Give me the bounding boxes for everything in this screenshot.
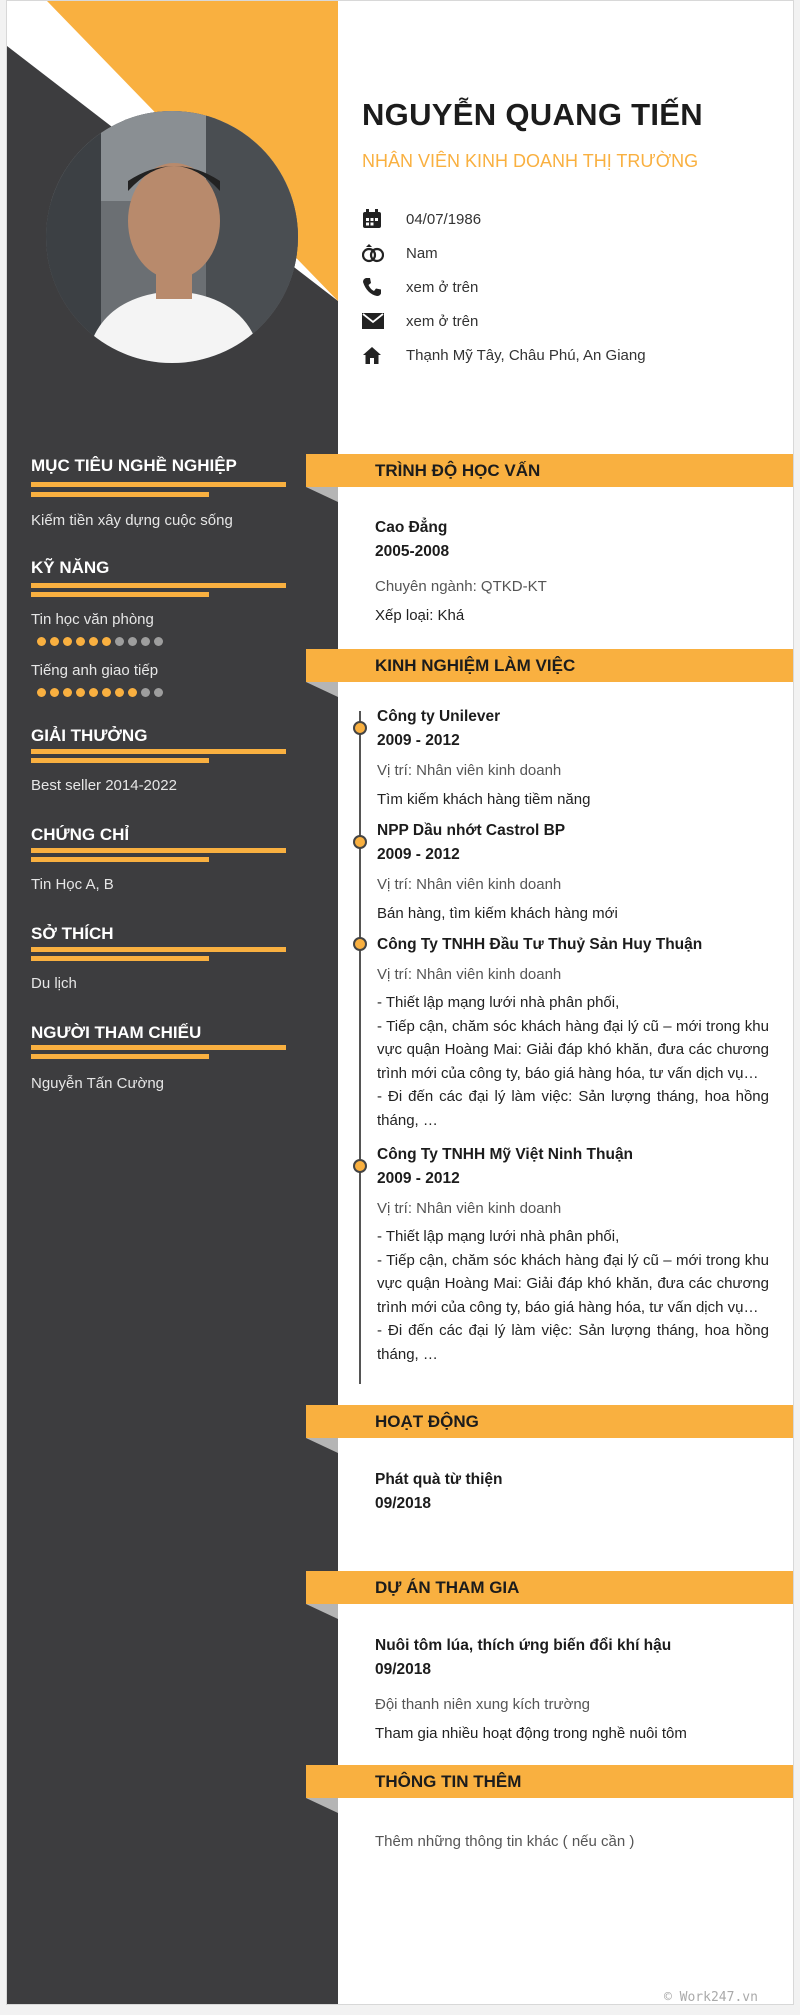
- certificates-bar-short: [31, 857, 209, 862]
- hobbies-heading: SỞ THÍCH: [31, 924, 114, 943]
- skill-dot: [37, 688, 46, 697]
- job-description-line: - Thiết lập mạng lưới nhà phân phối,: [377, 994, 620, 1011]
- references-text: Nguyễn Tấn Cường: [31, 1075, 165, 1092]
- project-name: Nuôi tôm lúa, thích ứng biến đổi khí hậu: [375, 1637, 672, 1654]
- job-description-line: - Đi đến các đại lý làm việc: Sản lượng tháng, hoa hồng tháng, …: [377, 1088, 769, 1129]
- timeline-dot: [353, 721, 367, 735]
- skill-rating: [37, 637, 163, 646]
- experience-timeline: [359, 711, 361, 1384]
- activities-heading: HOẠT ĐỘNG: [375, 1412, 479, 1431]
- skill-dot: [89, 688, 98, 697]
- education-years: 2005-2008: [375, 543, 450, 560]
- job-description: Tìm kiếm khách hàng tiềm năng: [377, 791, 591, 808]
- objective-bar-short: [31, 492, 209, 497]
- education-grade: Xếp loại: Khá: [375, 607, 465, 624]
- gender-rings-icon: [362, 242, 392, 264]
- awards-text: Best seller 2014-2022: [31, 777, 177, 794]
- sidebar: [7, 1, 338, 2005]
- job-description-line: - Tiếp cận, chăm sóc khách hàng đại lý cũ – mới trong khu vực quận Hoàng Mai: Giải đáp khó khăn, đưa các chương trình mới của công ty, báo giá hàng hóa, tư vấn dịch vụ…: [377, 1017, 769, 1082]
- skill-dot: [102, 637, 111, 646]
- experience-fold: [306, 682, 338, 697]
- skill-dot: [63, 688, 72, 697]
- timeline-dot: [353, 1159, 367, 1173]
- hobbies-text: Du lịch: [31, 975, 77, 992]
- birthday-text: 04/07/1986: [406, 210, 482, 228]
- info-row-phone: [362, 274, 478, 300]
- hobbies-bar-short: [31, 956, 209, 961]
- job-position: Vị trí: Nhân viên kinh doanh: [377, 876, 562, 893]
- job-description-line: - Đi đến các đại lý làm việc: Sản lượng tháng, hoa hồng tháng, …: [377, 1322, 769, 1363]
- job-company: Công Ty TNHH Mỹ Việt Ninh Thuận: [377, 1146, 634, 1163]
- phone-icon: [362, 276, 392, 298]
- skill-dot: [141, 688, 150, 697]
- skill-dot: [102, 688, 111, 697]
- education-school: Cao Đẳng: [375, 519, 448, 536]
- calendar-icon: [362, 208, 392, 230]
- awards-bar-short: [31, 758, 209, 763]
- education-major: Chuyên ngành: QTKD-KT: [375, 578, 547, 595]
- job-position: Vị trí: Nhân viên kinh doanh: [377, 966, 562, 983]
- references-bar-long: [31, 1045, 286, 1050]
- project-role: Đội thanh niên xung kích trường: [375, 1696, 591, 1713]
- job-description: [377, 991, 769, 1132]
- home-icon: [362, 344, 392, 366]
- more-info-text: Thêm những thông tin khác ( nếu cần ): [375, 1833, 635, 1850]
- timeline-dot: [353, 937, 367, 951]
- job-company: Công ty Unilever: [377, 708, 501, 725]
- skill-dot: [89, 637, 98, 646]
- skill-dot: [50, 637, 59, 646]
- experience-heading: KINH NGHIỆM LÀM VIỆC: [375, 656, 576, 675]
- certificates-bar-long: [31, 848, 286, 853]
- info-row-address: [362, 342, 646, 368]
- skill-dot: [115, 637, 124, 646]
- job-description: Bán hàng, tìm kiếm khách hàng mới: [377, 905, 618, 922]
- gender-text: Nam: [406, 244, 438, 262]
- job-company: Công Ty TNHH Đầu Tư Thuỷ Sản Huy Thuận: [377, 936, 703, 953]
- info-row-email: [362, 308, 478, 334]
- objective-heading: MỤC TIÊU NGHỀ NGHIỆP: [31, 456, 237, 475]
- address-text: Thạnh Mỹ Tây, Châu Phú, An Giang: [406, 346, 646, 364]
- job-position: Vị trí: Nhân viên kinh doanh: [377, 1200, 562, 1217]
- skill-dot: [154, 637, 163, 646]
- skills-bar-short: [31, 592, 209, 597]
- awards-heading: GIẢI THƯỞNG: [31, 726, 148, 745]
- projects-heading: DỰ ÁN THAM GIA: [375, 1578, 520, 1597]
- job-years: 2009 - 2012: [377, 846, 460, 863]
- references-heading: NGƯỜI THAM CHIẾU: [31, 1023, 202, 1042]
- certificates-heading: CHỨNG CHỈ: [31, 825, 130, 844]
- activities-fold: [306, 1438, 338, 1453]
- job-company: NPP Dầu nhớt Castrol BP: [377, 822, 566, 839]
- skill-dot: [37, 637, 46, 646]
- info-row-birthday: [362, 206, 481, 232]
- job-description-line: - Thiết lập mạng lưới nhà phân phối,: [377, 1228, 620, 1245]
- watermark: © Work247.vn: [664, 1990, 758, 2005]
- job-description: [377, 1225, 769, 1366]
- hobbies-bar-long: [31, 947, 286, 952]
- skill-dot: [76, 637, 85, 646]
- objective-text: Kiếm tiền xây dựng cuộc sống: [31, 512, 233, 529]
- more-info-heading: THÔNG TIN THÊM: [375, 1772, 522, 1791]
- activity-name: Phát quà từ thiện: [375, 1471, 503, 1488]
- skill-rating: [37, 688, 163, 697]
- job-title: NHÂN VIÊN KINH DOANH THỊ TRƯỜNG: [362, 151, 699, 171]
- skill-dot: [63, 637, 72, 646]
- skill-dot: [76, 688, 85, 697]
- education-heading: TRÌNH ĐỘ HỌC VẤN: [375, 461, 541, 480]
- skill-name: Tin học văn phòng: [31, 611, 154, 628]
- skill-dot: [128, 637, 137, 646]
- phone-text: xem ở trên: [406, 278, 479, 296]
- references-bar-short: [31, 1054, 209, 1059]
- email-text: xem ở trên: [406, 312, 479, 330]
- skill-dot: [154, 688, 163, 697]
- candidate-name: NGUYỄN QUANG TIẾN: [362, 97, 703, 132]
- skill-dot: [128, 688, 137, 697]
- projects-fold: [306, 1604, 338, 1619]
- info-row-gender: [362, 240, 438, 266]
- job-description-line: - Tiếp cận, chăm sóc khách hàng đại lý cũ – mới trong khu vực quận Hoàng Mai: Giải đáp khó khăn, đưa các chương trình mới của công ty, báo giá hàng hóa, tư vấn dịch vụ…: [377, 1251, 769, 1316]
- cv-page: [6, 0, 794, 2005]
- skills-heading: KỸ NĂNG: [31, 558, 110, 577]
- job-position: Vị trí: Nhân viên kinh doanh: [377, 762, 562, 779]
- timeline-dot: [353, 835, 367, 849]
- education-fold: [306, 487, 338, 502]
- job-years: 2009 - 2012: [377, 732, 460, 749]
- objective-bar-long: [31, 482, 286, 487]
- skill-dot: [50, 688, 59, 697]
- skill-dot: [115, 688, 124, 697]
- skill-name: Tiếng anh giao tiếp: [31, 662, 159, 679]
- envelope-icon: [362, 310, 392, 332]
- avatar: [46, 111, 298, 363]
- more-info-fold: [306, 1798, 338, 1813]
- awards-bar-long: [31, 749, 286, 754]
- skill-dot: [141, 637, 150, 646]
- certificates-text: Tin Học A, B: [31, 876, 114, 893]
- skills-bar-long: [31, 583, 286, 588]
- activity-date: 09/2018: [375, 1495, 432, 1512]
- project-date: 09/2018: [375, 1661, 432, 1678]
- project-description: Tham gia nhiều hoạt động trong nghề nuôi tôm: [375, 1725, 687, 1742]
- job-years: 2009 - 2012: [377, 1170, 460, 1187]
